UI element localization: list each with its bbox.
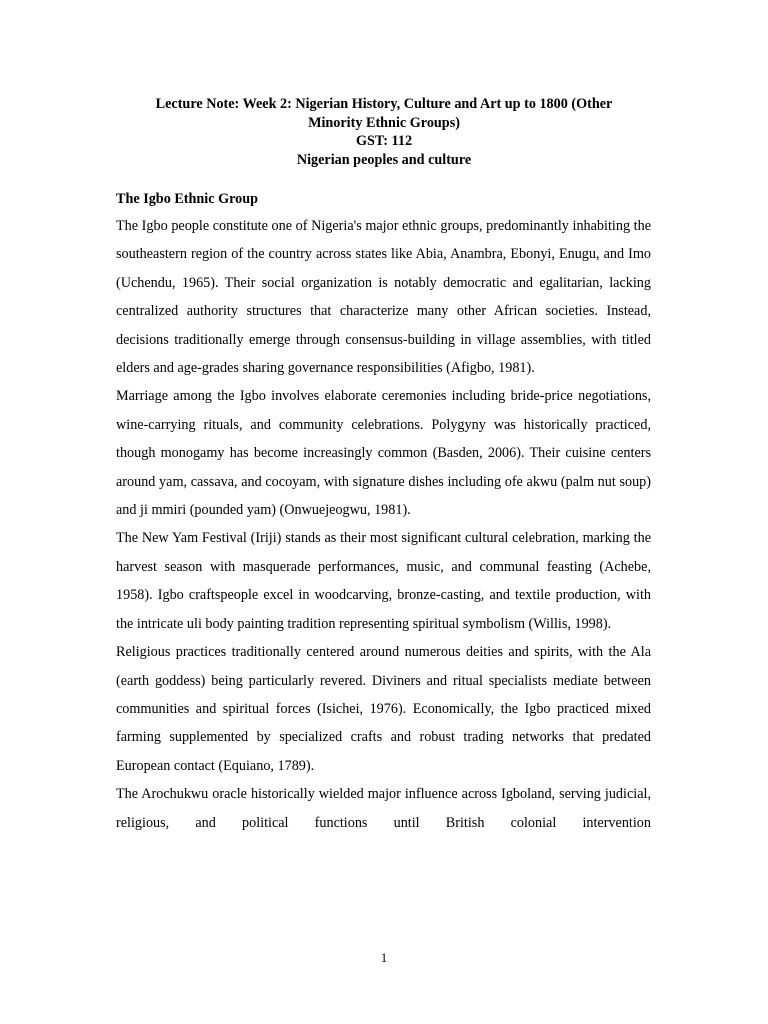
body-text bbox=[116, 212, 651, 837]
page-number: 1 bbox=[380, 950, 388, 965]
section-heading: The Igbo Ethnic Group bbox=[116, 191, 259, 207]
paragraph-religious-practices: Religious practices traditionally centered around numerous deities and spirits, with the Ala (earth goddess) being particularly revered. Diviners and ritual specialists mediate between communities and spiritual forces (Isichei, 1976). Economically, the Igbo practiced mixed farming supplemented by specialized crafts and robust trading networks that predated European contact (Equiano, 1789). bbox=[116, 644, 651, 774]
paragraph-igbo-social-organization: The Igbo people constitute one of Nigeria's major ethnic groups, predominantly inhabiting the southeastern region of the country across states like Abia, Anambra, Ebonyi, Enugu, and Imo (Uchendu, 1965). Their social organization is notably democratic and egalitarian, lacking centralized authority structures that characterize many other African societies. Instead, decisions traditionally emerge through consensus-building in village assemblies, with titled elders and age-grades sharing governance responsibilities (Afigbo, 1981). bbox=[116, 218, 651, 377]
lecture-title-line-1: Lecture Note: Week 2: Nigerian History, Culture and Art up to 1800 (Other bbox=[155, 96, 613, 112]
course-code: GST: 112 bbox=[355, 133, 413, 149]
paragraph-arochukwu-oracle: The Arochukwu oracle historically wielded major influence across Igboland, serving judicial, religious, and political functions until British colonial intervention bbox=[116, 786, 651, 831]
document-header bbox=[100, 95, 668, 169]
paragraph-new-yam-festival: The New Yam Festival (Iriji) stands as their most significant cultural celebration, marking the harvest season with masquerade performances, music, and communal feasting (Achebe, 1958). Igbo craftspeople excel in woodcarving, bronze-casting, and textile production, with the intricate uli body painting tradition representing spiritual symbolism (Willis, 1998). bbox=[116, 530, 651, 632]
lecture-title-line-2: Minority Ethnic Groups) bbox=[308, 114, 460, 131]
course-title: Nigerian peoples and culture bbox=[296, 151, 472, 168]
paragraph-igbo-marriage-cuisine: Marriage among the Igbo involves elaborate ceremonies including bride-price negotiations, wine-carrying rituals, and community celebrations. Polygyny was historically practiced, though monogamy has become increasingly common (Basden, 2006). Their cuisine centers around yam, cassava, and cocoyam, with signature dishes including ofe akwu (palm nut soup) and ji mmiri (pounded yam) (Onwuejeogwu, 1981). bbox=[116, 388, 651, 519]
